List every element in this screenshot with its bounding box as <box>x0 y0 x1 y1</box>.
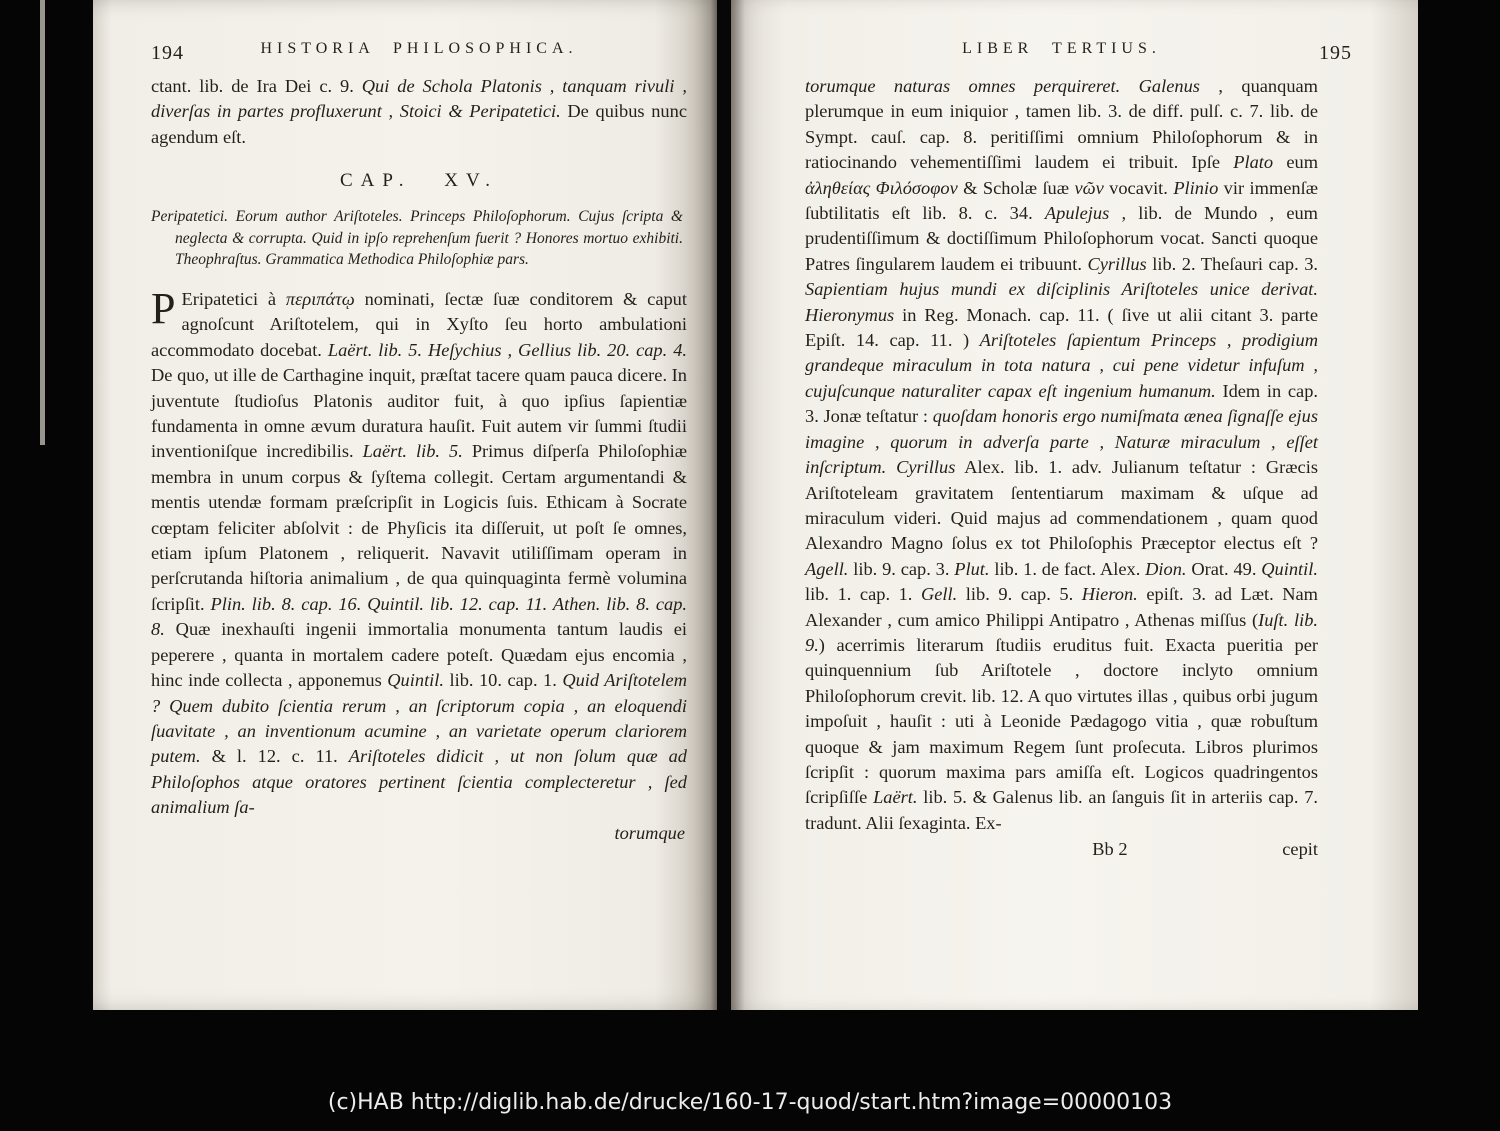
left-page-header <box>151 40 687 70</box>
page-edge-sliver <box>40 0 45 445</box>
right-page-header <box>805 40 1352 70</box>
chapter-argument: Peripatetici. Eorum author Ariſtoteles. Princeps Philoſophorum. Cujus ſcripta & neglecta & corrupta. Quid in ipſo reprehenſum fuerit ? Honores mortuo exhibiti. Theophraſtus. Grammatica Methodica Philoſophiæ pars. <box>151 208 683 269</box>
book-page-left <box>93 0 717 1010</box>
left-page-number: 194 <box>151 42 184 64</box>
book-page-right <box>731 0 1418 1010</box>
intro-paragraph: ctant. lib. de Ira Dei c. 9. Qui de Schola Platonis , tanquam rivuli , diverſas in partes profluxerunt , Stoici & Peripatetici. De quibus nunc agendum eſt. <box>151 76 687 147</box>
right-page-content <box>805 40 1352 867</box>
left-body-segments: Eripatetici à περιπάτῳ nominati, ſectæ ſuæ conditorem & caput agnoſcunt Ariſtotelem, qui in Xyſto ſeu horto ambulationi accommodato docebat. Laërt. lib. 5. Heſychius , Gellius lib. 20. cap. 4. De quo, ut ille de Carthagine inquit, præſtat tacere quam pauca dicere. In juventute ſtudioſus Platonis auditor fuit, à quo ipſius ſapientiæ fundamenta in omne ævum duratura hauſit. Fuit autem vir ſummi ſtudii inventioniſque incredibilis. Laërt. lib. 5. Primus diſperſa Philoſophiæ membra in unum corpus & ſyſtema collegit. Certam argumentandi & mentis utendæ formam præſcripſit in Logicis ſuis. Ethicam à Socrate cœptam feliciter abſolvit : de Phyſicis ita diſſeruit, ut poſt ſe omnes, etiam ipſum Platonem , reliquerit. Navavit utiliſſimam operam in perſcrutanda hiſtoria animalium , de qua quinquaginta fermè volumina ſcripſit. Plin. lib. 8. cap. 16. Quintil. lib. 12. cap. 11. Athen. lib. 8. cap. 8. Quæ inexhauſti ingenii immortalia monumenta tantum laudis ei peperere , quanta in mortalem cadere poteſt. Quædam ejus encomia , hinc inde collecta , apponemus Quintil. lib. 10. cap. 1. Quid Ariſtotelem ? Quem dubito ſcientia rerum , an ſcriptorum copia , an eloquendi ſuavitate , an inventionum acumine , an varietate operum clariorem putem. & l. 12. c. 11. Ariſtoteles didicit , ut non ſolum quæ ad Philoſophos atque oratores pertinent ſcientia complecteretur , ſed animalium ſa- <box>151 289 688 818</box>
signature-mark: Bb 2 <box>1092 839 1128 860</box>
left-catchword: torumque <box>614 822 685 843</box>
signature-line <box>805 839 1318 867</box>
left-body-text <box>151 284 688 821</box>
book-gutter <box>717 0 731 1010</box>
right-body-text: torumque naturas omnes perquireret. Galenus , quanquam plerumque in eum iniquior , tamen lib. 3. de diff. pulſ. c. 7. lib. de Sympt. cauſ. cap. 8. peritiſſimi omnium Philoſophorum & in ratiocinando vehementiſſimi laudem ei tribuit. Ipſe Plato eum ἀληθείας Φιλόσοφον & Scholæ ſuæ νῶν vocavit. Plinio vir immenſæ ſubtilitatis eſt lib. 8. c. 34. Apulejus , lib. de Mundo , eum prudentiſſimum & doctiſſimum Philoſophorum vocat. Sancti quoque Patres ſingularem laudem ei tribuunt. Cyrillus lib. 2. Theſauri cap. 3. Sapientiam hujus mundi ex diſciplinis Ariſtoteles unice derivat. Hieronymus in Reg. Monach. cap. 11. ( ſive ut alii citant 3. parte Epiſt. 14. cap. 11. ) Ariſtoteles ſapientum Princeps , prodigium grandeque miraculum in tota natura , cui pene videtur infuſum , cujuſcunque naturaliter capax eſt ingenium humanum. Idem in cap. 3. Jonæ teſtatur : quoſdam honoris ergo numiſmata ænea ſignaſſe ejus imagine , quorum in adverſa parte , Naturæ miraculum , eſſet inſcriptum. Cyrillus Alex. lib. 1. adv. Julianum teſtatur : Græcis Ariſtoteleam gravitatem ſententiarum maximam & uſque ad miraculum videri. Quid majus ad commendationem , quam quod Alexandro Magno ſolus ex tot Philoſophis Præceptor electus eſt ? Agell. lib. 9. cap. 3. Plut. lib. 1. de fact. Alex. Dion. Orat. 49. Quintil. lib. 1. cap. 1. Gell. lib. 9. cap. 5. Hieron. epiſt. 3. ad Læt. Nam Alexander , cum amico Philippi Antipatro , Athenas miſſus (Iuſt. lib. 9.) acerrimis literarum ſtudiis eruditus fuit. Exacta pueritia per quinquennium ſub Ariſtotele , doctore inclyto omnium Philoſophorum crevit. lib. 12. A quo virtutes illas , quibus orbi jugum impoſuit , hauſit : uti à Leonide Pædagogo vitia , quæ robuſtum quoque & jam maximum Regem ſunt proſecuta. Libros plurimos ſcripſit : quorum maxima pars amiſſa eſt. Logicos quadringentos ſcripſiſſe Laërt. lib. 5. & Galenus lib. an ſanguis ſit in arteriis cap. 7. tradunt. Alii ſexaginta. Ex- <box>805 76 1318 833</box>
right-running-title: LIBER TERTIUS. <box>962 40 1161 57</box>
caption-text: (c)HAB http://diglib.hab.de/drucke/160-17-quod/start.htm?image=00000103 <box>327 1090 1173 1115</box>
left-running-title: HISTORIA PHILOSOPHICA. <box>260 40 578 57</box>
right-page-number: 195 <box>1319 42 1352 64</box>
chapter-heading: CAP. XV. <box>339 170 499 192</box>
caption-bar <box>0 1090 1500 1115</box>
drop-cap: P <box>151 284 176 333</box>
right-catchword: cepit <box>1282 839 1318 860</box>
left-page-content <box>151 40 687 846</box>
